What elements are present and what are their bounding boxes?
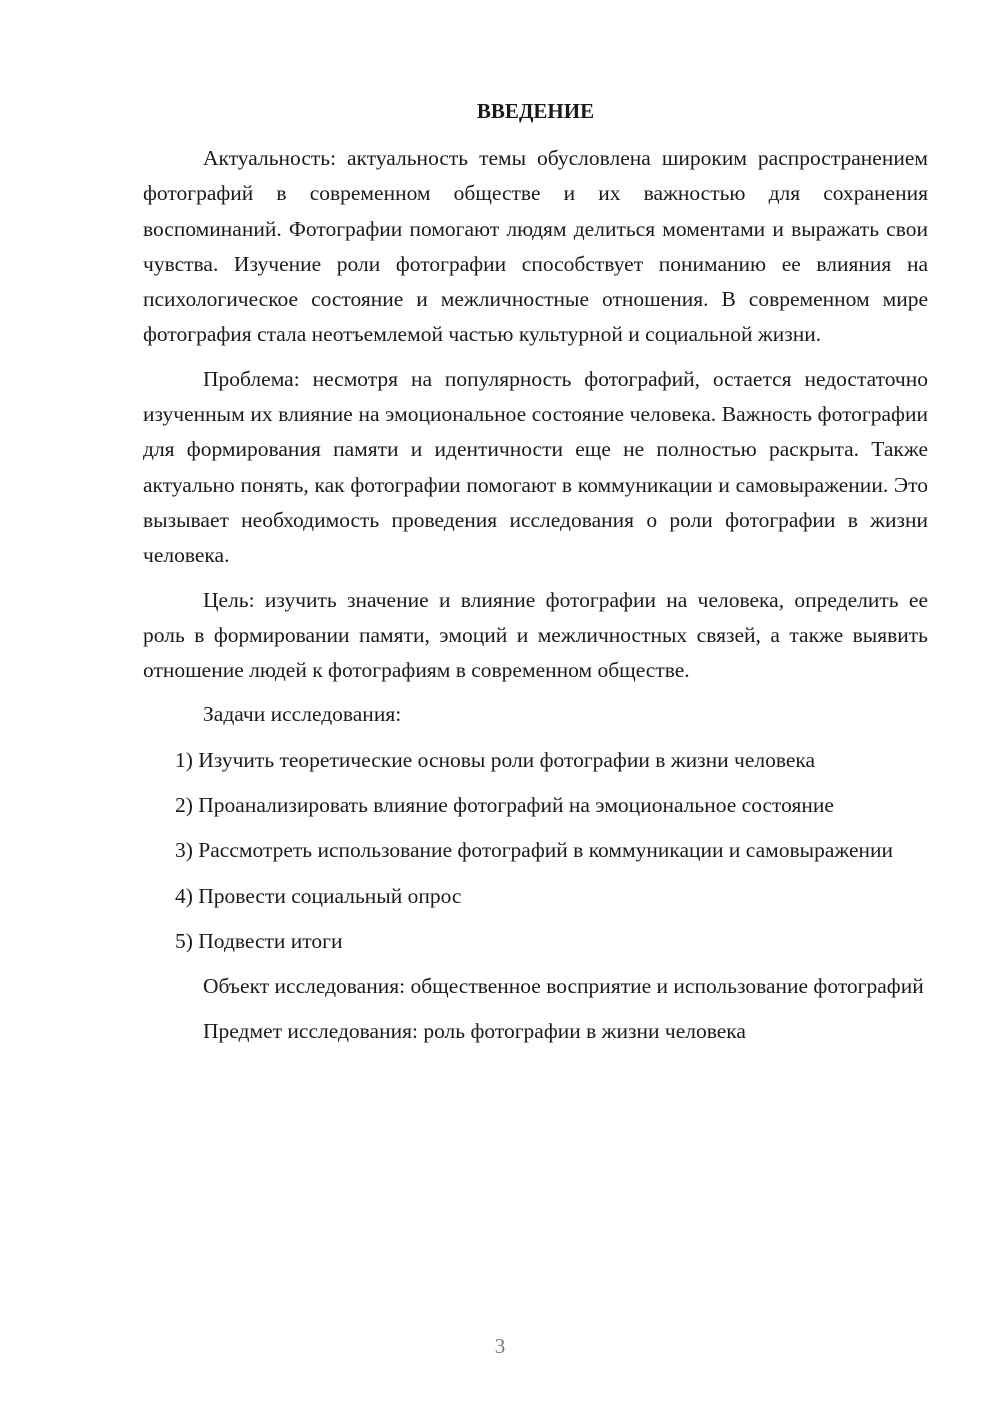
list-item: 1) Изучить теоретические основы роли фотографии в жизни человека [175, 747, 816, 772]
goal-paragraph: Цель: изучить значение и влияние фотографии на человека, определить ее роль в формировании памяти, эмоций и межличностных связей, а также выявить отношение людей к фотографиям в современном обществе. [143, 587, 928, 683]
tasks-intro: Задачи исследования: [203, 702, 402, 727]
page-title: ВВЕДЕНИЕ [476, 99, 595, 123]
list-item: 4) Провести социальный опрос [175, 883, 462, 908]
list-item: 5) Подвести итоги [175, 928, 343, 953]
relevance-paragraph: Актуальность: актуальность темы обусловлена широким распространением фотографий в современном обществе и их важностью для сохранения воспоминаний. Фотографии помогают людям делиться моментами и выражать свои чувства. Изучение роли фотографии способствует пониманию ее влияния на психологическое состояние и межличностные отношения. В современном мире фотография стала неотъемлемой частью культурной и социальной жизни. [143, 146, 928, 347]
document-page [143, 90, 928, 1058]
page-number: 3 [494, 1334, 506, 1358]
list-item: 2) Проанализировать влияние фотографий на эмоциональное состояние [175, 793, 834, 818]
problem-paragraph: Проблема: несмотря на популярность фотографий, остается недостаточно изученным их влияние на эмоциональное состояние человека. Важность фотографии для формирования памяти и идентичности еще не полностью раскрыта. Также актуально понять, как фотографии помогают в коммуникации и самовыражении. Это вызывает необходимость проведения исследования о роли фотографии в жизни человека. [143, 366, 928, 568]
subject-paragraph: Предмет исследования: роль фотографии в жизни человека [203, 1018, 746, 1043]
list-item: 3) Рассмотреть использование фотографий в коммуникации и самовыражении [175, 838, 894, 863]
tasks-list [143, 743, 928, 959]
object-paragraph: Объект исследования: общественное восприятие и использование фотографий [203, 974, 924, 999]
